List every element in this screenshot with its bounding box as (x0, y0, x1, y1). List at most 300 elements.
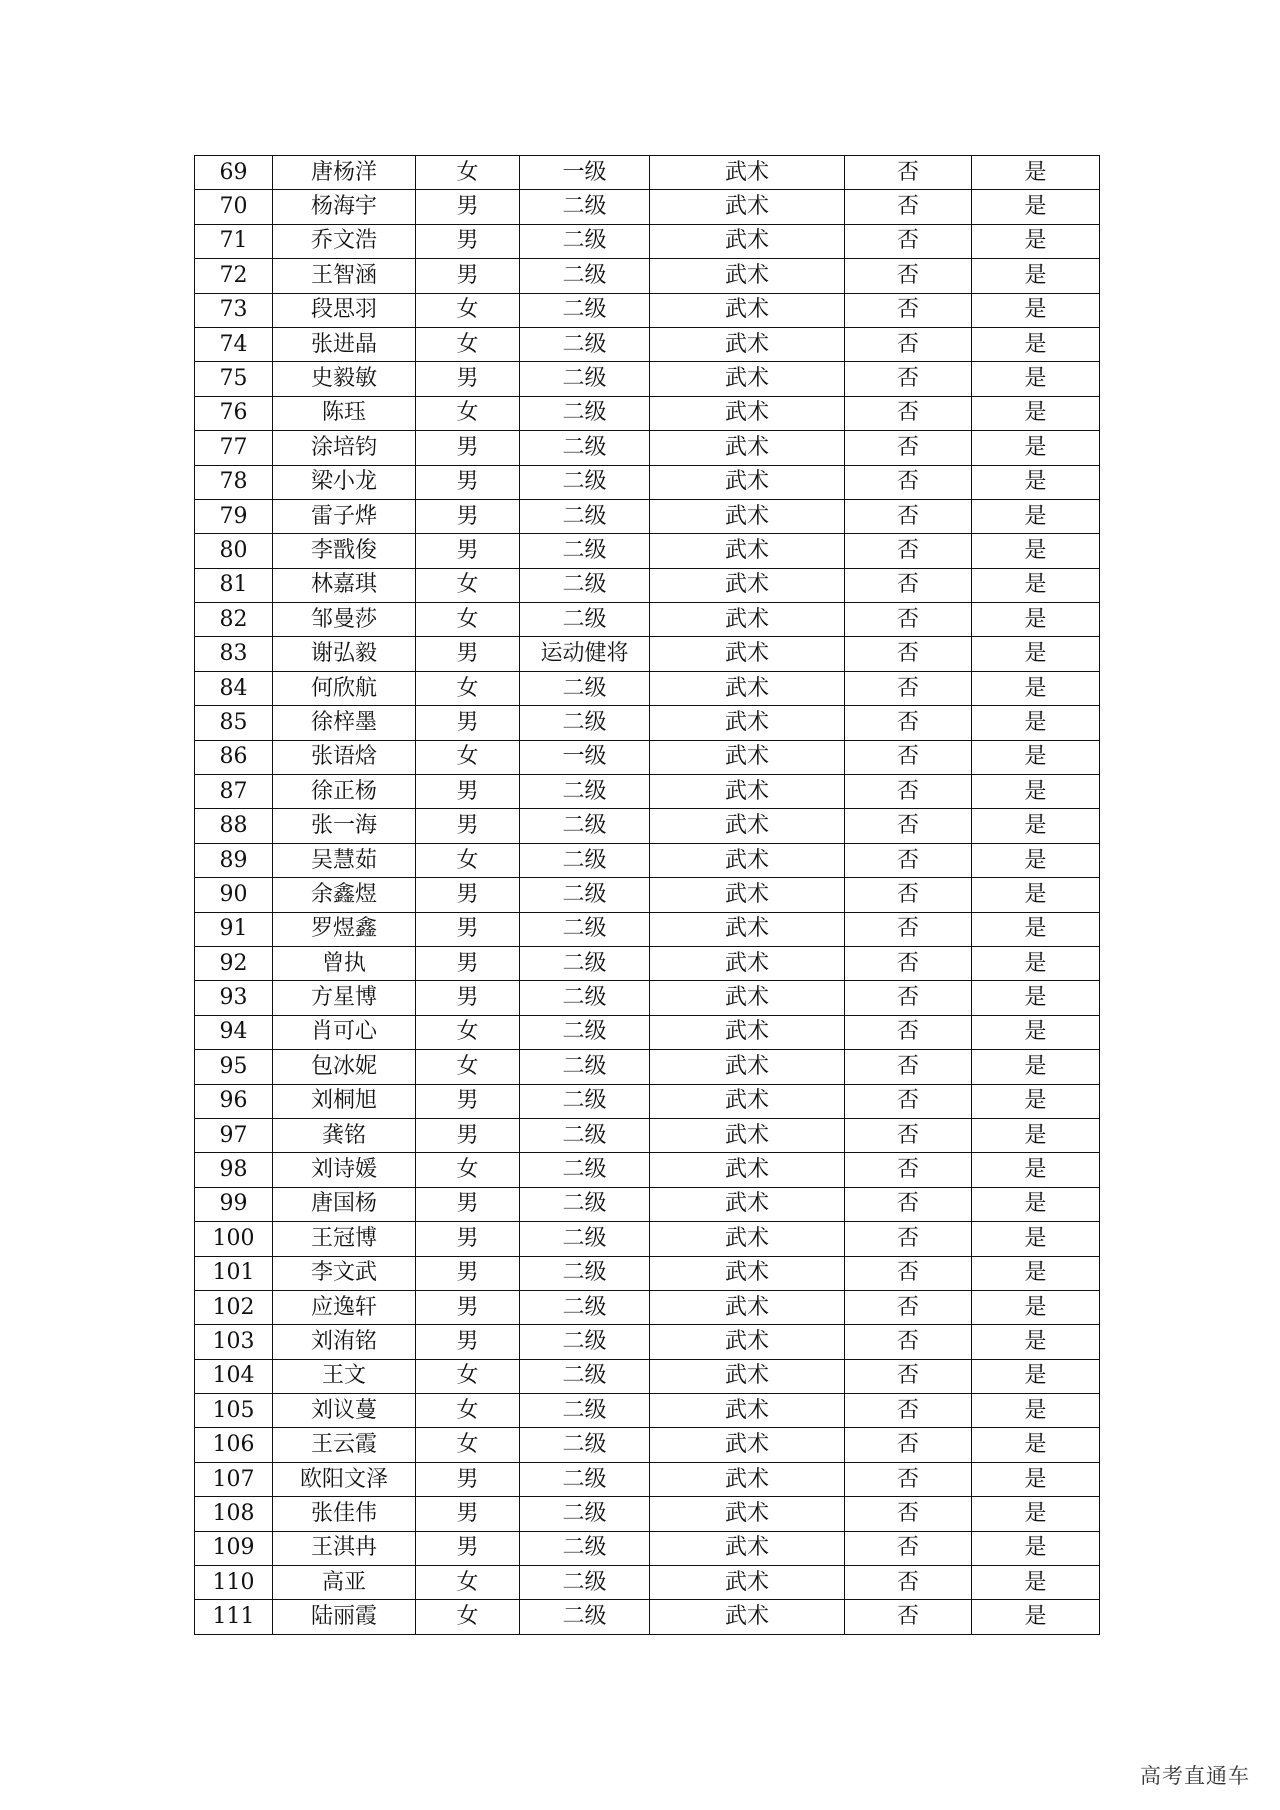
name-cell: 李戬俊 (273, 534, 416, 568)
gender-cell: 女 (416, 293, 520, 327)
status-a-cell: 否 (845, 912, 972, 946)
sport-cell: 武术 (650, 637, 845, 671)
name-cell: 杨海宇 (273, 190, 416, 224)
status-b-cell: 是 (972, 1462, 1100, 1496)
name-cell: 刘诗媛 (273, 1153, 416, 1187)
gender-cell: 女 (416, 1153, 520, 1187)
sport-cell: 武术 (650, 981, 845, 1015)
status-b-cell: 是 (972, 1050, 1100, 1084)
status-b-cell: 是 (972, 499, 1100, 533)
name-cell: 唐杨洋 (273, 156, 416, 190)
sport-cell: 武术 (650, 431, 845, 465)
level-cell: 二级 (520, 878, 650, 912)
status-a-cell: 否 (845, 362, 972, 396)
name-cell: 雷子烨 (273, 499, 416, 533)
table-row (195, 1118, 1100, 1152)
name-cell: 徐梓墨 (273, 706, 416, 740)
status-a-cell: 否 (845, 843, 972, 877)
row-number-cell: 85 (195, 706, 273, 740)
name-cell: 应逸轩 (273, 1290, 416, 1324)
name-cell: 余鑫煜 (273, 878, 416, 912)
sport-cell: 武术 (650, 706, 845, 740)
table-row (195, 740, 1100, 774)
level-cell: 二级 (520, 1222, 650, 1256)
status-b-cell: 是 (972, 1566, 1100, 1600)
sport-cell: 武术 (650, 465, 845, 499)
row-number-cell: 88 (195, 809, 273, 843)
sport-cell: 武术 (650, 912, 845, 946)
name-cell: 张佳伟 (273, 1497, 416, 1531)
gender-cell: 女 (416, 1359, 520, 1393)
sport-cell: 武术 (650, 1531, 845, 1565)
status-a-cell: 否 (845, 1325, 972, 1359)
gender-cell: 女 (416, 671, 520, 705)
row-number-cell: 78 (195, 465, 273, 499)
status-a-cell: 否 (845, 156, 972, 190)
table-row (195, 809, 1100, 843)
level-cell: 二级 (520, 1394, 650, 1428)
row-number-cell: 76 (195, 396, 273, 430)
gender-cell: 男 (416, 190, 520, 224)
row-number-cell: 101 (195, 1256, 273, 1290)
sport-cell: 武术 (650, 1015, 845, 1049)
level-cell: 二级 (520, 775, 650, 809)
name-cell: 乔文浩 (273, 224, 416, 258)
level-cell: 二级 (520, 396, 650, 430)
level-cell: 二级 (520, 912, 650, 946)
table-row (195, 878, 1100, 912)
row-number-cell: 105 (195, 1394, 273, 1428)
gender-cell: 男 (416, 224, 520, 258)
row-number-cell: 80 (195, 534, 273, 568)
row-number-cell: 106 (195, 1428, 273, 1462)
table-row (195, 568, 1100, 602)
gender-cell: 男 (416, 499, 520, 533)
level-cell: 二级 (520, 1325, 650, 1359)
status-b-cell: 是 (972, 1290, 1100, 1324)
name-cell: 方星博 (273, 981, 416, 1015)
row-number-cell: 102 (195, 1290, 273, 1324)
level-cell: 二级 (520, 671, 650, 705)
name-cell: 曾执 (273, 946, 416, 980)
row-number-cell: 96 (195, 1084, 273, 1118)
status-a-cell: 否 (845, 293, 972, 327)
level-cell: 二级 (520, 327, 650, 361)
status-b-cell: 是 (972, 1531, 1100, 1565)
gender-cell: 男 (416, 465, 520, 499)
row-number-cell: 99 (195, 1187, 273, 1221)
gender-cell: 女 (416, 1015, 520, 1049)
table-body (195, 156, 1100, 1635)
level-cell: 二级 (520, 1462, 650, 1496)
table-row (195, 912, 1100, 946)
sport-cell: 武术 (650, 671, 845, 705)
gender-cell: 男 (416, 362, 520, 396)
table-row (195, 946, 1100, 980)
gender-cell: 男 (416, 809, 520, 843)
sport-cell: 武术 (650, 1566, 845, 1600)
gender-cell: 女 (416, 396, 520, 430)
name-cell: 王云霞 (273, 1428, 416, 1462)
gender-cell: 男 (416, 1531, 520, 1565)
status-a-cell: 否 (845, 190, 972, 224)
sport-cell: 武术 (650, 396, 845, 430)
sport-cell: 武术 (650, 1428, 845, 1462)
status-b-cell: 是 (972, 1359, 1100, 1393)
sport-cell: 武术 (650, 259, 845, 293)
table-row (195, 1050, 1100, 1084)
status-b-cell: 是 (972, 843, 1100, 877)
row-number-cell: 75 (195, 362, 273, 396)
sport-cell: 武术 (650, 1256, 845, 1290)
status-b-cell: 是 (972, 1600, 1100, 1634)
gender-cell: 女 (416, 1394, 520, 1428)
table-row (195, 1325, 1100, 1359)
name-cell: 王文 (273, 1359, 416, 1393)
row-number-cell: 93 (195, 981, 273, 1015)
sport-cell: 武术 (650, 740, 845, 774)
name-cell: 邹曼莎 (273, 603, 416, 637)
level-cell: 二级 (520, 362, 650, 396)
status-b-cell: 是 (972, 912, 1100, 946)
sport-cell: 武术 (650, 1153, 845, 1187)
table-row (195, 1359, 1100, 1393)
table-row (195, 224, 1100, 258)
level-cell: 二级 (520, 843, 650, 877)
gender-cell: 女 (416, 1600, 520, 1634)
sport-cell: 武术 (650, 775, 845, 809)
level-cell: 二级 (520, 431, 650, 465)
table-row (195, 190, 1100, 224)
sport-cell: 武术 (650, 809, 845, 843)
row-number-cell: 73 (195, 293, 273, 327)
level-cell: 二级 (520, 465, 650, 499)
status-b-cell: 是 (972, 156, 1100, 190)
level-cell: 二级 (520, 293, 650, 327)
gender-cell: 男 (416, 1290, 520, 1324)
sport-cell: 武术 (650, 1050, 845, 1084)
status-a-cell: 否 (845, 396, 972, 430)
status-b-cell: 是 (972, 362, 1100, 396)
sport-cell: 武术 (650, 1118, 845, 1152)
level-cell: 二级 (520, 1566, 650, 1600)
status-a-cell: 否 (845, 1600, 972, 1634)
sport-cell: 武术 (650, 293, 845, 327)
status-a-cell: 否 (845, 1359, 972, 1393)
status-b-cell: 是 (972, 809, 1100, 843)
table-row (195, 1290, 1100, 1324)
sport-cell: 武术 (650, 362, 845, 396)
status-a-cell: 否 (845, 1462, 972, 1496)
status-a-cell: 否 (845, 1531, 972, 1565)
level-cell: 二级 (520, 1050, 650, 1084)
sport-cell: 武术 (650, 1600, 845, 1634)
sport-cell: 武术 (650, 1325, 845, 1359)
sport-cell: 武术 (650, 878, 845, 912)
level-cell: 二级 (520, 499, 650, 533)
row-number-cell: 98 (195, 1153, 273, 1187)
row-number-cell: 77 (195, 431, 273, 465)
status-a-cell: 否 (845, 809, 972, 843)
level-cell: 二级 (520, 1118, 650, 1152)
name-cell: 吴慧茹 (273, 843, 416, 877)
name-cell: 陆丽霞 (273, 1600, 416, 1634)
gender-cell: 男 (416, 1325, 520, 1359)
status-b-cell: 是 (972, 1256, 1100, 1290)
table-row (195, 1153, 1100, 1187)
gender-cell: 男 (416, 1084, 520, 1118)
status-b-cell: 是 (972, 259, 1100, 293)
table-row (195, 1256, 1100, 1290)
gender-cell: 男 (416, 1497, 520, 1531)
name-cell: 史毅敏 (273, 362, 416, 396)
row-number-cell: 79 (195, 499, 273, 533)
status-b-cell: 是 (972, 671, 1100, 705)
name-cell: 何欣航 (273, 671, 416, 705)
sport-cell: 武术 (650, 534, 845, 568)
gender-cell: 男 (416, 912, 520, 946)
row-number-cell: 70 (195, 190, 273, 224)
table-row (195, 396, 1100, 430)
level-cell: 二级 (520, 603, 650, 637)
name-cell: 王淇冉 (273, 1531, 416, 1565)
sport-cell: 武术 (650, 1394, 845, 1428)
name-cell: 张进晶 (273, 327, 416, 361)
name-cell: 李文武 (273, 1256, 416, 1290)
table-row (195, 499, 1100, 533)
status-a-cell: 否 (845, 1118, 972, 1152)
level-cell: 二级 (520, 568, 650, 602)
sport-cell: 武术 (650, 224, 845, 258)
level-cell: 运动健将 (520, 637, 650, 671)
gender-cell: 男 (416, 259, 520, 293)
name-cell: 徐正杨 (273, 775, 416, 809)
row-number-cell: 82 (195, 603, 273, 637)
gender-cell: 女 (416, 327, 520, 361)
table-row (195, 1187, 1100, 1221)
status-a-cell: 否 (845, 1153, 972, 1187)
status-a-cell: 否 (845, 981, 972, 1015)
status-a-cell: 否 (845, 1084, 972, 1118)
level-cell: 二级 (520, 534, 650, 568)
name-cell: 刘洧铭 (273, 1325, 416, 1359)
sport-cell: 武术 (650, 499, 845, 533)
row-number-cell: 81 (195, 568, 273, 602)
gender-cell: 男 (416, 1118, 520, 1152)
sport-cell: 武术 (650, 1222, 845, 1256)
status-b-cell: 是 (972, 327, 1100, 361)
status-b-cell: 是 (972, 1497, 1100, 1531)
status-a-cell: 否 (845, 637, 972, 671)
gender-cell: 男 (416, 775, 520, 809)
level-cell: 二级 (520, 981, 650, 1015)
name-cell: 谢弘毅 (273, 637, 416, 671)
status-a-cell: 否 (845, 775, 972, 809)
row-number-cell: 94 (195, 1015, 273, 1049)
name-cell: 涂培钧 (273, 431, 416, 465)
name-cell: 梁小龙 (273, 465, 416, 499)
gender-cell: 男 (416, 878, 520, 912)
status-b-cell: 是 (972, 293, 1100, 327)
sport-cell: 武术 (650, 843, 845, 877)
status-b-cell: 是 (972, 1118, 1100, 1152)
level-cell: 二级 (520, 1428, 650, 1462)
level-cell: 二级 (520, 1290, 650, 1324)
status-b-cell: 是 (972, 603, 1100, 637)
name-cell: 罗煜鑫 (273, 912, 416, 946)
level-cell: 二级 (520, 1256, 650, 1290)
table-row (195, 637, 1100, 671)
sport-cell: 武术 (650, 190, 845, 224)
table-row (195, 431, 1100, 465)
row-number-cell: 107 (195, 1462, 273, 1496)
level-cell: 二级 (520, 224, 650, 258)
name-cell: 欧阳文泽 (273, 1462, 416, 1496)
table-row (195, 327, 1100, 361)
table-row (195, 1497, 1100, 1531)
gender-cell: 男 (416, 1222, 520, 1256)
name-cell: 段思羽 (273, 293, 416, 327)
status-b-cell: 是 (972, 1428, 1100, 1462)
name-cell: 高亚 (273, 1566, 416, 1600)
level-cell: 二级 (520, 1084, 650, 1118)
status-b-cell: 是 (972, 190, 1100, 224)
name-cell: 张一海 (273, 809, 416, 843)
name-cell: 王智涵 (273, 259, 416, 293)
level-cell: 二级 (520, 1531, 650, 1565)
table-row (195, 603, 1100, 637)
status-a-cell: 否 (845, 671, 972, 705)
row-number-cell: 108 (195, 1497, 273, 1531)
status-a-cell: 否 (845, 224, 972, 258)
status-b-cell: 是 (972, 740, 1100, 774)
gender-cell: 男 (416, 1462, 520, 1496)
gender-cell: 女 (416, 156, 520, 190)
status-a-cell: 否 (845, 1050, 972, 1084)
status-a-cell: 否 (845, 259, 972, 293)
status-b-cell: 是 (972, 534, 1100, 568)
row-number-cell: 110 (195, 1566, 273, 1600)
name-cell: 刘议蔓 (273, 1394, 416, 1428)
table-row (195, 465, 1100, 499)
table-row (195, 1222, 1100, 1256)
status-a-cell: 否 (845, 878, 972, 912)
row-number-cell: 89 (195, 843, 273, 877)
status-a-cell: 否 (845, 431, 972, 465)
status-b-cell: 是 (972, 568, 1100, 602)
status-a-cell: 否 (845, 1566, 972, 1600)
level-cell: 二级 (520, 1600, 650, 1634)
status-a-cell: 否 (845, 534, 972, 568)
table-row (195, 1566, 1100, 1600)
gender-cell: 男 (416, 1256, 520, 1290)
row-number-cell: 90 (195, 878, 273, 912)
name-cell: 张语焓 (273, 740, 416, 774)
gender-cell: 女 (416, 843, 520, 877)
table-row (195, 843, 1100, 877)
status-a-cell: 否 (845, 499, 972, 533)
status-b-cell: 是 (972, 465, 1100, 499)
table-row (195, 1462, 1100, 1496)
sport-cell: 武术 (650, 156, 845, 190)
table-row (195, 362, 1100, 396)
sport-cell: 武术 (650, 603, 845, 637)
status-a-cell: 否 (845, 1187, 972, 1221)
level-cell: 二级 (520, 1015, 650, 1049)
status-b-cell: 是 (972, 981, 1100, 1015)
row-number-cell: 97 (195, 1118, 273, 1152)
status-a-cell: 否 (845, 1256, 972, 1290)
status-a-cell: 否 (845, 603, 972, 637)
name-cell: 刘桐旭 (273, 1084, 416, 1118)
status-b-cell: 是 (972, 1325, 1100, 1359)
row-number-cell: 104 (195, 1359, 273, 1393)
sport-cell: 武术 (650, 1462, 845, 1496)
row-number-cell: 86 (195, 740, 273, 774)
gender-cell: 男 (416, 431, 520, 465)
row-number-cell: 83 (195, 637, 273, 671)
gender-cell: 男 (416, 534, 520, 568)
name-cell: 唐国杨 (273, 1187, 416, 1221)
level-cell: 一级 (520, 740, 650, 774)
gender-cell: 女 (416, 740, 520, 774)
status-b-cell: 是 (972, 1015, 1100, 1049)
status-b-cell: 是 (972, 775, 1100, 809)
row-number-cell: 87 (195, 775, 273, 809)
status-a-cell: 否 (845, 1222, 972, 1256)
gender-cell: 女 (416, 1428, 520, 1462)
level-cell: 二级 (520, 706, 650, 740)
table-row (195, 1394, 1100, 1428)
table-row (195, 259, 1100, 293)
table-row (195, 1428, 1100, 1462)
gender-cell: 男 (416, 1187, 520, 1221)
table-row (195, 293, 1100, 327)
name-cell: 龚铭 (273, 1118, 416, 1152)
sport-cell: 武术 (650, 568, 845, 602)
status-b-cell: 是 (972, 1153, 1100, 1187)
name-cell: 林嘉琪 (273, 568, 416, 602)
status-a-cell: 否 (845, 1015, 972, 1049)
status-b-cell: 是 (972, 946, 1100, 980)
status-b-cell: 是 (972, 637, 1100, 671)
level-cell: 二级 (520, 1359, 650, 1393)
sport-cell: 武术 (650, 327, 845, 361)
watermark-text: 高考直通车 (1140, 1764, 1250, 1788)
status-a-cell: 否 (845, 1394, 972, 1428)
status-a-cell: 否 (845, 1290, 972, 1324)
level-cell: 二级 (520, 809, 650, 843)
table-row (195, 775, 1100, 809)
name-cell: 肖可心 (273, 1015, 416, 1049)
status-b-cell: 是 (972, 1222, 1100, 1256)
row-number-cell: 92 (195, 946, 273, 980)
gender-cell: 男 (416, 981, 520, 1015)
row-number-cell: 69 (195, 156, 273, 190)
row-number-cell: 84 (195, 671, 273, 705)
status-b-cell: 是 (972, 396, 1100, 430)
sport-cell: 武术 (650, 1359, 845, 1393)
sport-cell: 武术 (650, 1187, 845, 1221)
status-b-cell: 是 (972, 1187, 1100, 1221)
level-cell: 一级 (520, 156, 650, 190)
level-cell: 二级 (520, 1187, 650, 1221)
row-number-cell: 74 (195, 327, 273, 361)
table-row (195, 981, 1100, 1015)
row-number-cell: 100 (195, 1222, 273, 1256)
status-a-cell: 否 (845, 706, 972, 740)
row-number-cell: 91 (195, 912, 273, 946)
